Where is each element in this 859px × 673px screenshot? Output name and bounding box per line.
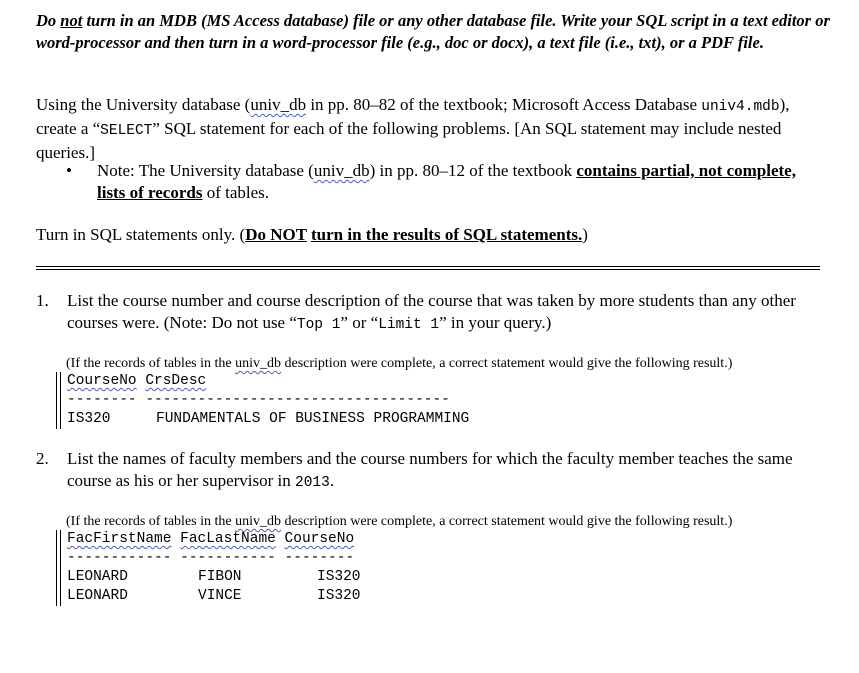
q2-note-text-1: (If the records of tables in the bbox=[66, 514, 236, 529]
question-text bbox=[67, 290, 812, 336]
separator: -------- bbox=[67, 392, 137, 408]
cell: VINCE bbox=[198, 588, 242, 604]
bullet-text bbox=[97, 160, 797, 204]
q2-note-db: univ_db bbox=[235, 514, 281, 529]
select-keyword: SELECT bbox=[100, 123, 153, 139]
intro-text: Using the University database ( bbox=[36, 95, 251, 114]
turnin-bold-2: turn in the results of SQL statements. bbox=[311, 225, 583, 244]
submission-instructions bbox=[36, 10, 836, 54]
cell: IS320 bbox=[317, 588, 361, 604]
cell: IS320 bbox=[67, 411, 111, 427]
turnin-bold-1: Do NOT bbox=[245, 225, 307, 244]
result-row bbox=[67, 568, 361, 587]
intro-paragraph bbox=[36, 94, 826, 164]
bullet-db-name: univ_db bbox=[313, 161, 370, 180]
turnin-text-2: ) bbox=[582, 225, 588, 244]
q2-result-note bbox=[66, 513, 732, 531]
result-row bbox=[67, 410, 469, 429]
col-header: FacFirstName bbox=[67, 531, 172, 547]
separator: ------------ bbox=[67, 550, 172, 566]
divider-bottom bbox=[36, 269, 820, 270]
q2-text-2: . bbox=[329, 471, 335, 490]
cell: FUNDAMENTALS OF BUSINESS PROGRAMMING bbox=[156, 411, 470, 427]
cell: IS320 bbox=[317, 569, 361, 585]
bullet-text-2: ) in pp. 80–12 of the textbook bbox=[369, 161, 577, 180]
bullet-bold: contains partial, not complete, lists of records bbox=[97, 161, 796, 202]
q1-result-note bbox=[66, 355, 732, 373]
q1-text-2: ” or “ bbox=[340, 313, 379, 332]
result-header-row bbox=[67, 530, 361, 549]
intro-text-2: in pp. 80–82 of the textbook; Microsoft Access Database bbox=[306, 95, 702, 114]
instr-text-2: turn in an MDB (MS Access database) file or any other database file. Write your SQL script in a text editor or word-processor and then turn in a word-processor file (e.g., doc or docx), a text file (i.e., txt), or a PDF file. bbox=[36, 11, 830, 52]
question-number: 2. bbox=[36, 449, 49, 468]
col-header: CourseNo bbox=[284, 531, 355, 547]
intro-text-4: ” SQL statement for each of the following problems. [An SQL statement may include nested queries.] bbox=[36, 119, 782, 162]
separator: ----------- bbox=[180, 550, 276, 566]
question-number: 1. bbox=[36, 291, 49, 310]
bullet-symbol: • bbox=[66, 161, 72, 180]
q1-code-1: Top 1 bbox=[296, 317, 341, 333]
result-separator-row bbox=[67, 391, 469, 410]
file-name: univ4.mdb bbox=[701, 99, 780, 115]
q1-note-text-2: description were complete, a correct statement would give the following result.) bbox=[281, 356, 733, 371]
q1-code-2: Limit 1 bbox=[378, 317, 440, 333]
q1-note-text-1: (If the records of tables in the bbox=[66, 356, 236, 371]
q1-result-block bbox=[56, 372, 469, 429]
result-inner-border bbox=[60, 530, 61, 606]
instr-not: not bbox=[60, 11, 83, 30]
q2-note-text-2: description were complete, a correct statement would give the following result.) bbox=[281, 514, 733, 529]
q2-code-1: 2013 bbox=[295, 475, 330, 491]
instr-text: Do bbox=[36, 11, 61, 30]
question-text bbox=[67, 448, 812, 494]
result-separator-row bbox=[67, 549, 361, 568]
separator: -------- bbox=[284, 550, 355, 566]
q1-text-1: List the course number and course description of the course that was taken by more students than any other courses were. (Note: Do not use “ bbox=[67, 291, 796, 332]
result-header-row bbox=[67, 372, 469, 391]
result-inner-border bbox=[60, 372, 61, 429]
cell: FIBON bbox=[198, 569, 242, 585]
turn-in-note bbox=[36, 224, 826, 246]
bullet-text-3: of tables. bbox=[202, 183, 270, 202]
db-name: univ_db bbox=[250, 95, 307, 114]
q1-text-3: ” in your query.) bbox=[439, 313, 552, 332]
intro-text-3: ), create a “ bbox=[36, 95, 790, 138]
cell: LEONARD bbox=[67, 588, 128, 604]
q2-text-1: List the names of faculty members and the course numbers for which the faculty member teaches the same course as his or her supervisor in bbox=[67, 449, 793, 490]
q2-result-block bbox=[56, 530, 361, 606]
separator: ----------------------------------- bbox=[145, 392, 450, 408]
cell: LEONARD bbox=[67, 569, 128, 585]
divider-top bbox=[36, 266, 820, 267]
turnin-text-1: Turn in SQL statements only. ( bbox=[36, 225, 246, 244]
q1-note-db: univ_db bbox=[235, 356, 281, 371]
col-header: CrsDesc bbox=[145, 373, 207, 389]
bullet-text-1: Note: The University database ( bbox=[97, 161, 314, 180]
col-header: CourseNo bbox=[67, 373, 137, 389]
col-header: FacLastName bbox=[180, 531, 276, 547]
result-row bbox=[67, 587, 361, 606]
